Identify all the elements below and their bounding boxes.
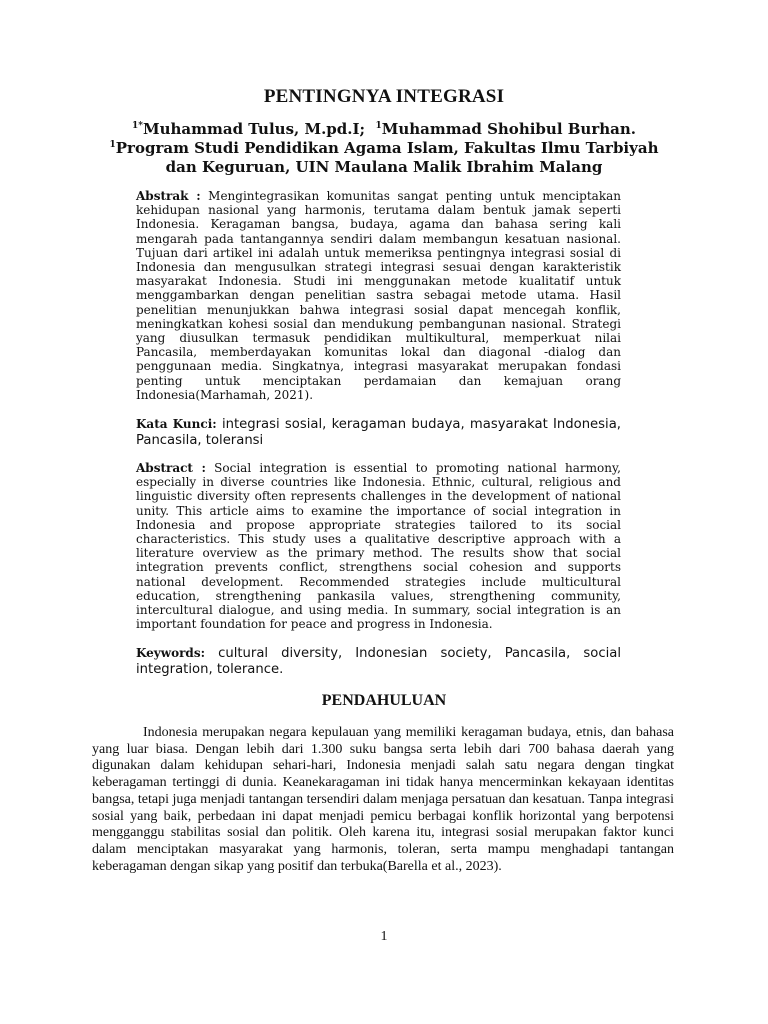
keywords-label: Keywords: — [136, 646, 206, 660]
kata-kunci-label: Kata Kunci: — [136, 417, 217, 431]
affiliation-superscript: 1 — [109, 140, 116, 150]
affiliation-text: Program Studi Pendidikan Agama Islam, Fakultas Ilmu Tarbiyah — [115, 139, 659, 157]
page-number: 1 — [380, 929, 388, 944]
keywords-text: cultural diversity, Indonesian society, Pancasila, social integration, tolerance. — [136, 646, 621, 677]
author-name: Muhammad Tulus, M.pd.I; — [142, 120, 366, 138]
intro-paragraph: Indonesia merupakan negara kepulauan yang memiliki keragaman budaya, etnis, dan bahasa yang luar biasa. Dengan lebih dari 1.300 suku bangsa serta lebih dari 700 bahasa daerah yang digunakan dalam kehidupan sehari-hari, Indonesia menjadi salah satu negara dengan tingkat keberagaman tertinggi di dunia. Keanekaragaman ini tidak hanya mencerminkan kekayaan identitas bangsa, tetapi juga menjadi tantangan tersendiri dalam menjaga persatuan dan kesatuan. Tanpa integrasi sosial yang baik, perbedaan ini dapat menjadi pemicu berbagai konflik horizontal yang berpotensi mengganggu stabilitas sosial dan politik. Oleh karena itu, integrasi sosial merupakan faktor kunci dalam menciptakan masyarakat yang harmonis, toleran, serta mampu menghadapi tantangan keberagaman dengan sikap yang positif dan terbuka(Barella et al., 2023). — [92, 725, 674, 874]
affiliation-line — [60, 139, 708, 158]
section-heading: PENDAHULUAN — [321, 692, 447, 709]
kata-kunci-text: integrasi sosial, keragaman budaya, masyarakat Indonesia, Pancasila, toleransi — [136, 417, 621, 448]
author-line — [60, 120, 708, 139]
author-superscript: 1* — [132, 121, 143, 131]
keywords-block — [136, 645, 621, 678]
kata-kunci-block — [136, 416, 621, 449]
abstract-en-label: Abstract : — [136, 461, 206, 475]
abstrak-label: Abstrak : — [136, 189, 201, 203]
abstract-en-block — [136, 461, 621, 631]
author-name: Muhammad Shohibul Burhan. — [381, 120, 636, 138]
intro-body — [92, 725, 674, 875]
abstrak-block — [136, 189, 621, 402]
paper-title: PENTINGNYA INTEGRASI — [263, 86, 505, 107]
author-block — [60, 120, 708, 177]
abstract-en-text: Social integration is essential to promoting national harmony, especially in diverse countries like Indonesia. Ethnic, cultural, religious and linguistic diversity often represents challenges in the development of national unity. This article aims to examine the importance of social integration in Indonesia and propose appropriate strategies tailored to its social characteristics. This study uses a qualitative descriptive approach with a literature overview as the primary method. The results show that social integration prevents conflict, strengthens social cohesion and supports national development. Recommended strategies include multicultural education, strengthening pankasila values, strengthening community, intercultural dialogue, and using media. In summary, social integration is an important foundation for peace and progress in Indonesia. — [136, 461, 621, 632]
abstrak-text: Mengintegrasikan komunitas sangat penting untuk menciptakan kehidupan nasional yang harmonis, terutama dalam bentuk jamak seperti Indonesia. Keragaman bangsa, budaya, agama dan bahasa sering kali mengarah pada tantangannya sendiri dalam membangun kesatuan nasional. Tujuan dari artikel ini adalah untuk memeriksa pentingnya integrasi sosial di Indonesia dan mengusulkan strategi integrasi sesuai dengan karakteristik masyarakat Indonesia. Studi ini menggunakan metode kualitatif untuk menggambarkan dengan penelitian sastra sebagai metode utama. Hasil penelitian menunjukkan bahwa integrasi sosial dapat mencegah konflik, meningkatkan kohesi sosial dan mendukung pembangunan nasional. Strategi yang diusulkan termasuk pendidikan multikultural, memperkuat nilai Pancasila, memberdayakan komunitas lokal dan diagonal -dialog dan penggunaan media. Singkatnya, integrasi masyarakat merupakan fondasi penting untuk menciptakan perdamaian dan kemajuan orang Indonesia(Marhamah, 2021). — [136, 189, 621, 402]
affiliation-line: dan Keguruan, UIN Maulana Malik Ibrahim Malang — [165, 158, 603, 176]
author-superscript: 1 — [375, 121, 382, 131]
